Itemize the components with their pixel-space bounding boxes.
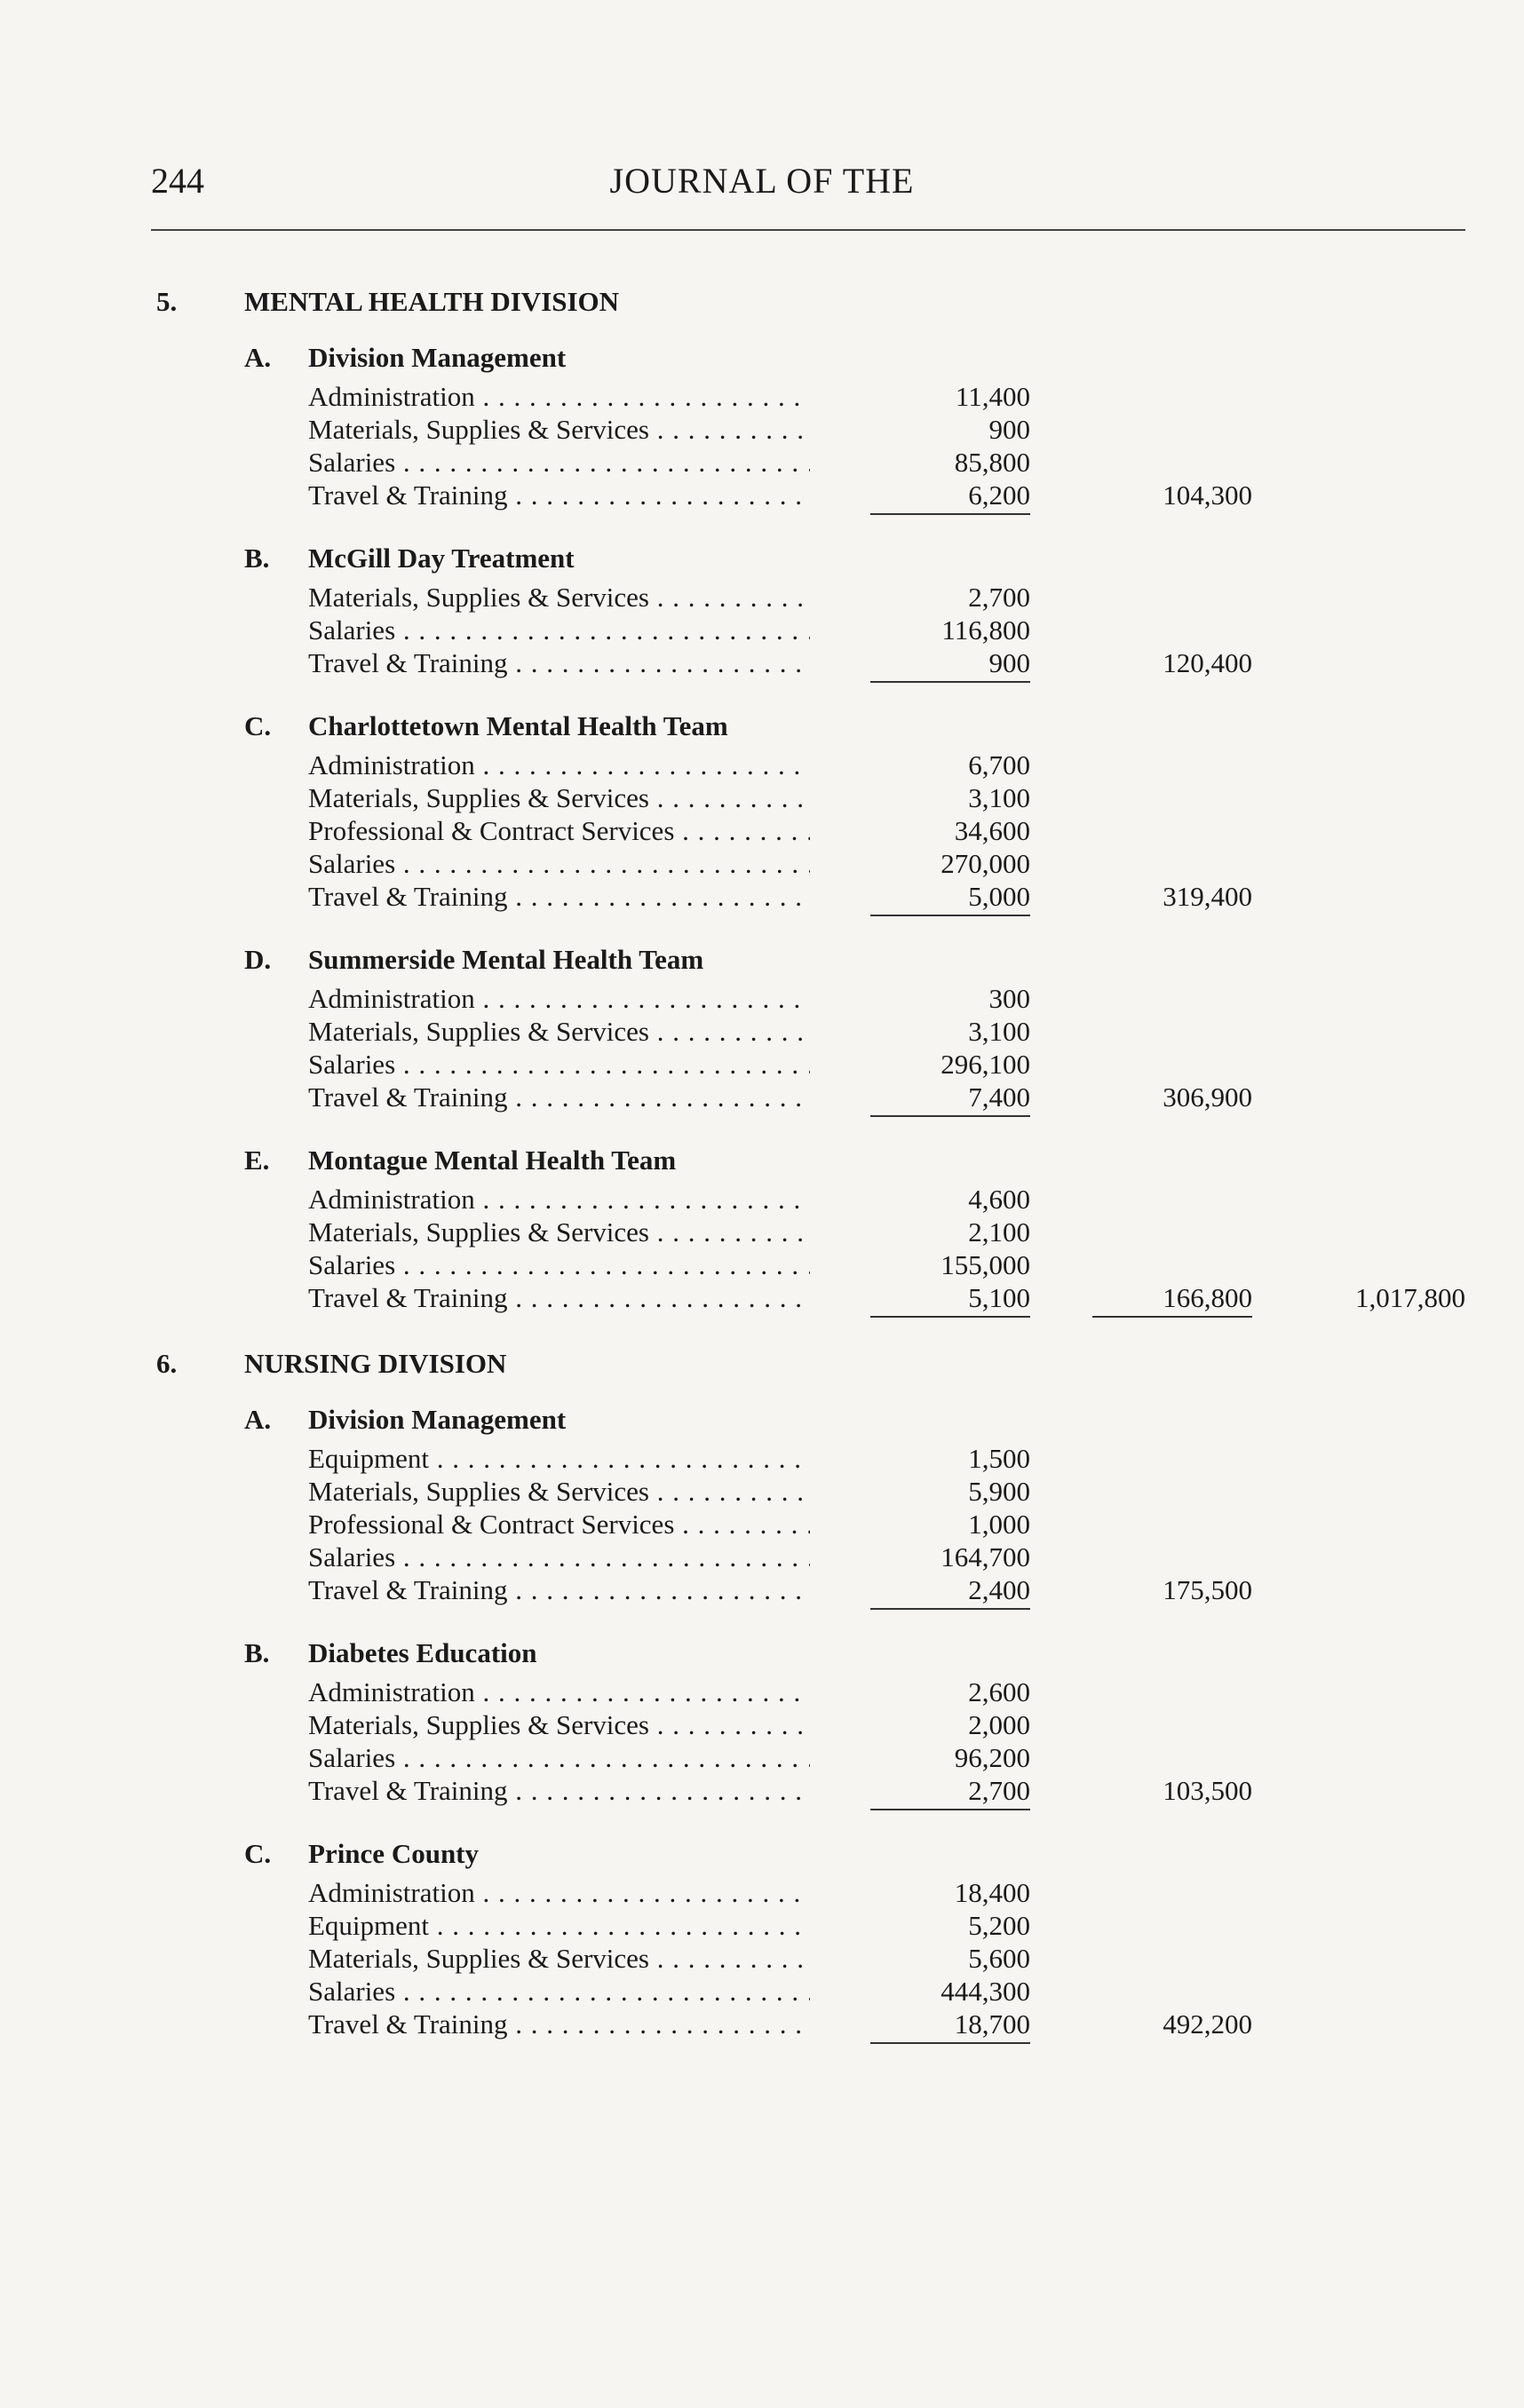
line-item [0,647,1524,683]
line-item-label: Professional & Contract Services . . . [308,815,810,851]
line-item [0,1877,1524,1913]
subsection-letter: B. [244,1637,270,1668]
line-item-label: Travel & Training . . . [308,2008,810,2044]
line-item-amount: 18,400 [954,1877,1030,1908]
line-item-label: Salaries . . . [308,1976,810,2011]
line-item-amount: 2,700 [968,582,1030,613]
subsection-letter: C. [244,1838,272,1869]
line-item-label: Travel & Training . . . [308,1574,810,1610]
subsection-heading [0,342,1524,377]
line-item-label: Materials, Supplies & Services . . . [308,582,810,617]
line-item-amount: 1,000 [968,1509,1030,1540]
line-item-label: Travel & Training . . . [308,1282,810,1318]
line-item [0,447,1524,482]
subsection-name: Montague Mental Health Team [308,1145,677,1176]
division-name: NURSING DIVISION [244,1348,507,1379]
line-item-label: Salaries . . . [308,1049,810,1084]
line-item-label: Materials, Supplies & Services . . . [308,1476,810,1511]
line-item-label: Materials, Supplies & Services . . . [308,1216,810,1252]
line-item-amount: 296,100 [941,1049,1030,1080]
line-item-amount: 2,000 [968,1709,1030,1740]
section-subtotal: 319,400 [1163,881,1252,912]
line-item [0,1443,1524,1478]
line-item-amount: 3,100 [968,1016,1030,1047]
line-item-label: Salaries . . . [308,1742,810,1778]
line-item [0,414,1524,449]
line-item [0,1509,1524,1544]
subsection-letter: C. [244,710,272,741]
line-item-label: Administration . . . [308,983,810,1018]
line-item-label: Professional & Contract Services . . . [308,1509,810,1544]
division-heading [0,286,1524,321]
line-item-label: Salaries . . . [308,614,810,650]
line-item [0,1574,1524,1610]
section-subtotal: 103,500 [1163,1775,1252,1806]
line-item [0,381,1524,416]
line-item-amount: 5,000 [870,881,1030,916]
line-item-label: Salaries . . . [308,848,810,883]
line-item-amount: 11,400 [955,381,1030,412]
division-heading [0,1348,1524,1383]
line-item-label: Administration . . . [308,1877,810,1913]
line-item-label: Equipment . . . [308,1443,810,1478]
line-item-label: Salaries . . . [308,1541,810,1577]
line-item-label: Salaries . . . [308,1249,810,1285]
subsection-letter: A. [244,1404,272,1435]
line-item [0,782,1524,818]
line-item [0,1943,1524,1978]
line-item [0,479,1524,515]
line-item-label: Materials, Supplies & Services . . . [308,1016,810,1051]
line-item-amount: 2,700 [870,1775,1030,1810]
subsection-heading [0,543,1524,578]
division-number: 5. [156,286,178,317]
subsection-name: Charlottetown Mental Health Team [308,710,728,741]
line-item-amount: 270,000 [941,848,1030,879]
line-item [0,1016,1524,1051]
line-item-amount: 164,700 [941,1541,1030,1572]
line-item-amount: 900 [870,647,1030,683]
line-item-amount: 34,600 [954,815,1030,846]
line-item [0,1676,1524,1712]
line-item-amount: 1,500 [968,1443,1030,1474]
division-name: MENTAL HEALTH DIVISION [244,286,620,317]
line-item-amount: 2,400 [870,1574,1030,1610]
line-item-amount: 2,600 [968,1676,1030,1707]
subsection-name: Diabetes Education [308,1637,537,1668]
subsection-letter: D. [244,944,272,975]
line-item [0,983,1524,1018]
line-item-amount: 85,800 [954,447,1030,478]
line-item-amount: 300 [988,983,1030,1014]
line-item-amount: 444,300 [941,1976,1030,2007]
line-item-label: Administration . . . [308,749,810,785]
line-item [0,1049,1524,1084]
line-item [0,1775,1524,1810]
line-item [0,1541,1524,1577]
subsection-heading [0,944,1524,979]
line-item [0,848,1524,883]
line-item [0,1249,1524,1285]
subsection-heading [0,1838,1524,1873]
line-item [0,1282,1524,1318]
section-subtotal: 120,400 [1163,647,1252,678]
line-item-amount: 96,200 [954,1742,1030,1773]
subsection-name: Prince County [308,1838,480,1869]
section-subtotal: 306,900 [1163,1081,1252,1113]
line-item [0,1476,1524,1511]
line-item-label: Materials, Supplies & Services . . . [308,1943,810,1978]
page-number: 244 [151,161,204,201]
line-item-amount: 18,700 [870,2008,1030,2044]
section-subtotal: 492,200 [1163,2008,1252,2040]
line-item-label: Travel & Training . . . [308,881,810,916]
line-item-label: Salaries . . . [308,447,810,482]
line-item-label: Travel & Training . . . [308,479,810,515]
line-item-label: Materials, Supplies & Services . . . [308,1709,810,1745]
line-item-label: Travel & Training . . . [308,647,810,683]
line-item-amount: 2,100 [968,1216,1030,1248]
line-item-amount: 5,200 [968,1910,1030,1941]
line-item [0,1184,1524,1219]
line-item-label: Administration . . . [308,1184,810,1219]
line-item [0,1709,1524,1745]
subsection-heading [0,1637,1524,1673]
line-item [0,815,1524,851]
subsection-heading [0,1145,1524,1180]
line-item [0,1976,1524,2011]
line-item-amount: 155,000 [941,1249,1030,1280]
line-item-amount: 7,400 [870,1081,1030,1117]
subsection-name: Division Management [308,1404,567,1435]
subsection-name: Division Management [308,342,567,373]
line-item-amount: 6,200 [870,479,1030,515]
division-number: 6. [156,1348,178,1379]
line-item [0,881,1524,916]
line-item [0,582,1524,617]
line-item-label: Materials, Supplies & Services . . . [308,414,810,449]
subsection-heading [0,710,1524,746]
line-item-label: Materials, Supplies & Services . . . [308,782,810,818]
running-head: JOURNAL OF THE [609,161,915,201]
line-item-amount: 900 [988,414,1030,445]
line-item-label: Administration . . . [308,1676,810,1712]
line-item-amount: 6,700 [968,749,1030,780]
subsection-letter: E. [244,1145,270,1176]
subsection-name: Summerside Mental Health Team [308,944,704,975]
line-item-label: Administration . . . [308,381,810,416]
subsection-heading [0,1404,1524,1439]
subsection-name: McGill Day Treatment [308,543,575,574]
page-header [0,160,1524,213]
line-item [0,1742,1524,1778]
line-item [0,2008,1524,2044]
section-subtotal: 175,500 [1163,1574,1252,1605]
line-item-label: Equipment . . . [308,1910,810,1945]
line-item-amount: 5,100 [870,1282,1030,1318]
line-item [0,1910,1524,1945]
subsection-letter: B. [244,543,270,574]
line-item [0,1216,1524,1252]
line-item [0,614,1524,650]
line-item-amount: 3,100 [968,782,1030,813]
section-subtotal: 104,300 [1163,479,1252,511]
line-item-amount: 4,600 [968,1184,1030,1215]
header-rule [151,229,1465,231]
line-item-amount: 5,600 [968,1943,1030,1974]
subsection-letter: A. [244,342,272,373]
line-item-amount: 5,900 [968,1476,1030,1507]
line-item [0,1081,1524,1117]
line-item [0,749,1524,785]
division-total: 1,017,800 [1355,1282,1465,1313]
line-item-amount: 116,800 [941,614,1030,646]
section-subtotal: 166,800 [1092,1282,1252,1318]
line-item-label: Travel & Training . . . [308,1081,810,1117]
line-item-label: Travel & Training . . . [308,1775,810,1810]
